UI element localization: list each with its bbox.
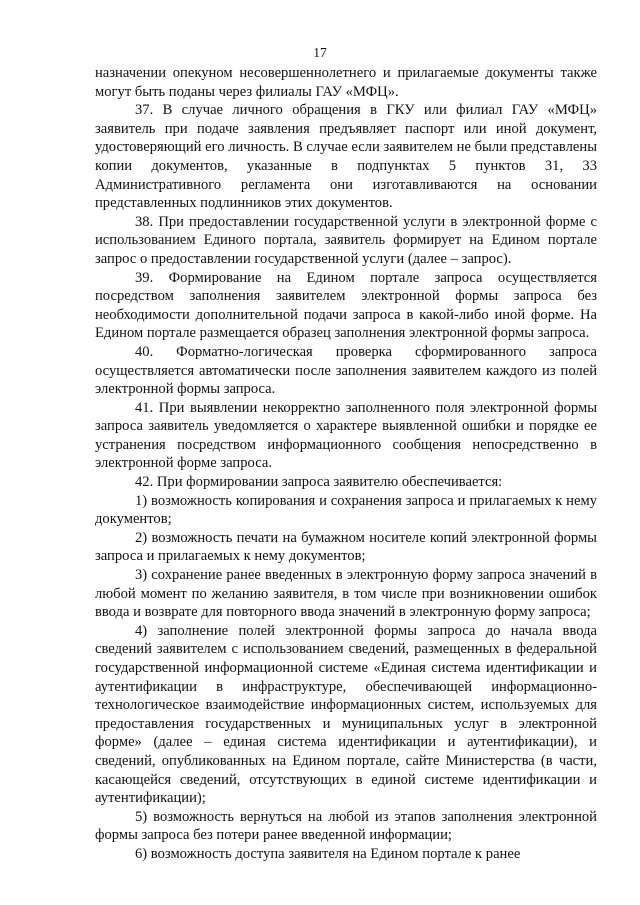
list-item-1: 1) возможность копирования и сохранения запроса и прилагаемых к нему документов; (95, 492, 597, 528)
paragraph-38: 38. При предоставлении государственной услуги в электронной форме с использованием Единого портала, заявитель формирует на Едином портале запрос о предоставлении государственной услуги (далее – запрос). (95, 213, 597, 267)
paragraph-41: 41. При выявлении некорректно заполненного поля электронной формы запроса заявитель уведомляется о характере выявленной ошибки и порядке ее устранения посредством информационного сообщения непосредственно в электронной форме запроса. (95, 399, 597, 472)
list-item-5: 5) возможность вернуться на любой из этапов заполнения электронной формы запроса без потери ранее введенной информации; (95, 808, 597, 844)
paragraph-42: 42. При формировании запроса заявителю обеспечивается: (135, 474, 503, 491)
paragraph-39: 39. Формирование на Едином портале запроса осуществляется посредством заполнения заявителем электронной формы запроса без необходимости дополнительной подачи запроса в какой-либо иной форме. На Едином портале размещается образец заполнения электронной формы запроса. (95, 269, 597, 342)
list-item-2: 2) возможность печати на бумажном носителе копий электронной формы запроса и прилагаемых к нему документов; (95, 529, 597, 565)
paragraph-37: 37. В случае личного обращения в ГКУ или филиал ГАУ «МФЦ» заявитель при подаче заявления предъявляет паспорт или иной документ, удостоверяющий его личность. В случае если заявителем не были представлены копии документов, указанные в подпунктах 5 пунктов 31, 33 Административного регламента они изготавливаются на основании представленных подлинников этих документов. (95, 102, 597, 212)
list-item-6: 6) возможность доступа заявителя на Едином портале к ранее (135, 845, 521, 862)
document-body (95, 64, 597, 864)
page-number: 17 (313, 45, 327, 60)
paragraph-40: 40. Форматно-логическая проверка сформированного запроса осуществляется автоматически после заполнения заявителем каждого из полей электронной формы запроса. (95, 343, 597, 398)
list-item-3: 3) сохранение ранее введенных в электронную форму запроса значений в любой момент по желанию заявителя, в том числе при возникновении ошибок ввода и возврате для повторного ввода значений в электронную форму запроса; (95, 567, 597, 621)
paragraph-continuation: назначении опекуном несовершеннолетнего и прилагаемые документы также могут быть поданы через филиалы ГАУ «МФЦ». (95, 65, 597, 100)
list-item-4: 4) заполнение полей электронной формы запроса до начала ввода сведений заявителем с использованием сведений, размещенных в федеральной государственной информационной системе «Единая система идентификации и аутентификации в инфраструктуре, обеспечивающей информационно-технологическое взаимодействие информационных систем, используемых для предоставления государственных и муниципальных услуг в электронной форме» (далее – единая система идентификации и аутентификации), и сведений, опубликованных на Едином портале, сайте Министерства (в части, касающейся сведений, отсутствующих в единой системе идентификации и аутентификации); (95, 622, 597, 807)
